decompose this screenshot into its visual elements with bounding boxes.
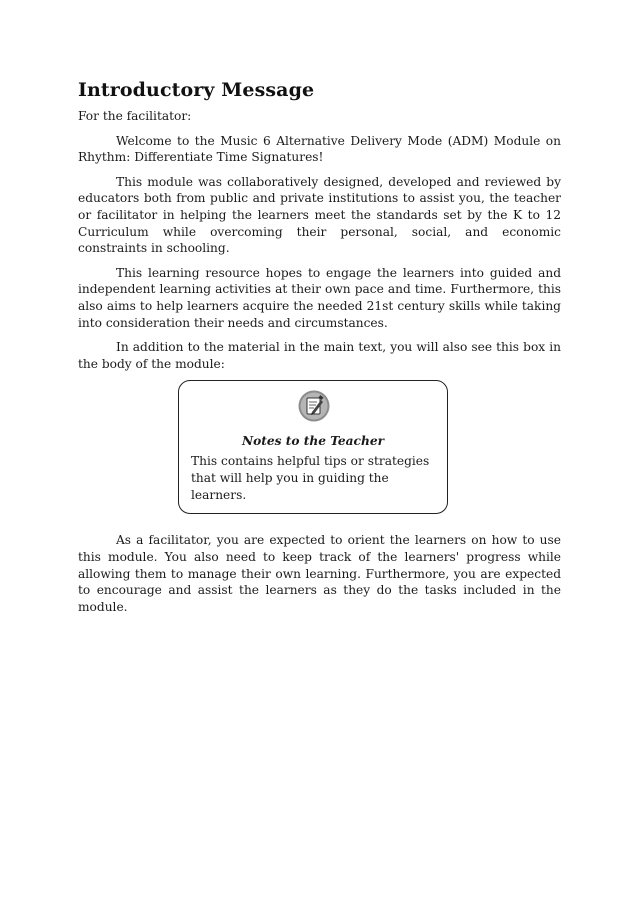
paragraph-facilitator-role: As a facilitator, you are expected to orient the learners on how to use this module. You also need to keep track of the learners' progress while allowing them to manage their own learning. Furthermore, you are expected to encourage and assist the learners as they do the tasks included in the module. bbox=[78, 533, 561, 614]
note-box-title: Notes to the Teacher bbox=[241, 434, 385, 449]
notes-to-teacher-box bbox=[178, 380, 448, 514]
document-page bbox=[78, 72, 561, 623]
paragraph-welcome: Welcome to the Music 6 Alternative Delivery Mode (ADM) Module on Rhythm: Differentiate Time Signatures! bbox=[78, 133, 561, 165]
paragraph-module-design: This module was collaboratively designed, developed and reviewed by educators both from public and private institutions to assist you, the teacher or facilitator in helping the learners meet the standards set by the K to 12 Curriculum while overcoming their personal, social, and economic constraints in schooling. bbox=[78, 174, 561, 256]
salutation: For the facilitator: bbox=[78, 109, 192, 123]
notepad-pencil-icon bbox=[298, 390, 330, 422]
paragraph-learning-resource: This learning resource hopes to engage the learners into guided and independent learning activities at their own pace and time. Furthermore, this also aims to help learners acquire the needed 21st century skills while taking into consideration their needs and circumstances. bbox=[78, 265, 561, 330]
page-title: Introductory Message bbox=[78, 79, 315, 101]
note-box-body: This contains helpful tips or strategies that will help you in guiding the learners. bbox=[191, 454, 430, 502]
paragraph-box-intro: In addition to the material in the main text, you will also see this box in the body of the module: bbox=[78, 340, 561, 371]
